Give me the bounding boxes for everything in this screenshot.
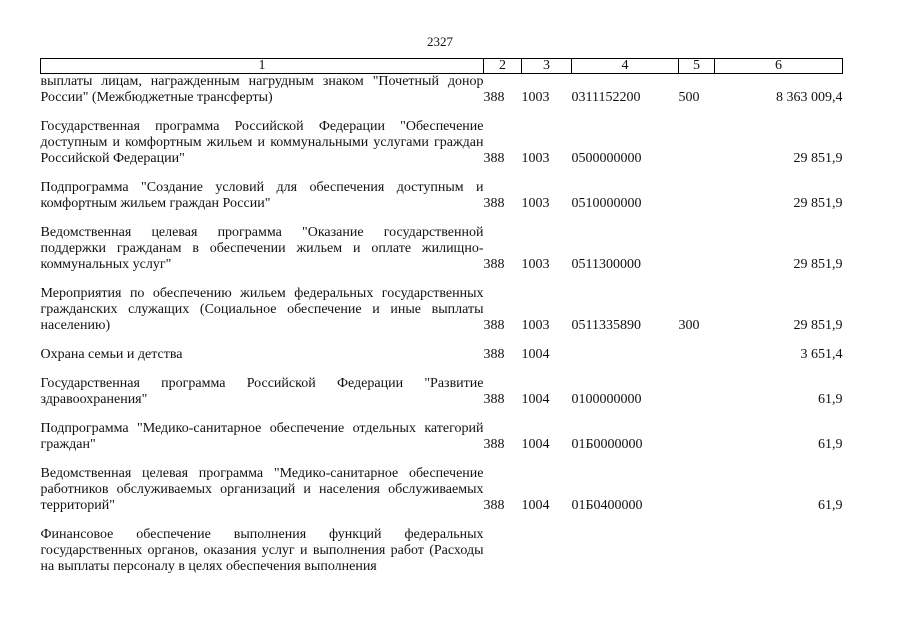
row-section: 1003 — [521, 318, 550, 333]
row-section: 1004 — [521, 392, 550, 407]
row-amount: 3 651,4 — [800, 347, 843, 362]
column-header: 5 — [679, 59, 715, 74]
row-description: Подпрограмма "Медико-санитарное обеспечение отдельных категорий граждан" — [40, 421, 484, 452]
row-code: 388 — [483, 90, 505, 105]
row-target-article: 0510000000 — [571, 196, 642, 211]
row-target-article: 0311152200 — [571, 90, 641, 105]
row-code: 388 — [483, 347, 505, 362]
row-description: Мероприятия по обеспечению жильем федеральных государственных гражданских служащих (Социальное обеспечение и иные выплаты населению) — [40, 286, 484, 333]
row-section — [522, 527, 572, 575]
row-description: Подпрограмма "Создание условий для обеспечения доступным и комфортным жильем граждан России" — [40, 180, 484, 211]
table-row — [41, 180, 843, 212]
row-target-article: 0511300000 — [571, 257, 641, 272]
row-amount: 61,9 — [818, 498, 843, 513]
row-description: Государственная программа Российской Федерации "Развитие здравоохранения" — [40, 376, 484, 407]
table-row — [41, 286, 843, 334]
row-code — [484, 527, 522, 575]
row-expense-type — [679, 466, 715, 514]
row-target-article — [572, 527, 679, 575]
row-amount: 29 851,9 — [793, 151, 843, 166]
row-expense-type — [679, 421, 715, 453]
row-expense-type — [679, 527, 715, 575]
table-row — [41, 376, 843, 408]
row-expense-type — [679, 225, 715, 273]
row-amount — [715, 527, 843, 575]
column-header: 1 — [41, 59, 484, 74]
row-expense-type — [679, 119, 715, 167]
row-description: Охрана семьи и детства — [40, 347, 183, 362]
row-section: 1004 — [521, 347, 550, 362]
table-row — [41, 527, 843, 575]
budget-table — [40, 58, 843, 575]
row-amount: 61,9 — [818, 392, 843, 407]
column-header: 6 — [715, 59, 843, 74]
table-row — [41, 347, 843, 363]
row-expense-type — [679, 347, 715, 363]
row-description: Ведомственная целевая программа "Оказание государственной поддержки гражданам в обеспечении жильем и оплате жилищно-коммунальных услуг" — [40, 225, 484, 272]
column-number-header — [41, 59, 843, 74]
row-amount: 29 851,9 — [793, 318, 843, 333]
row-section: 1003 — [521, 257, 550, 272]
row-amount: 29 851,9 — [793, 257, 843, 272]
table-row — [41, 225, 843, 273]
row-description: Финансовое обеспечение выполнения функций федеральных государственных органов, оказания услуг и выполнения работ (Расходы на выплаты персоналу в целях обеспечения выполнения — [40, 527, 484, 574]
row-code: 388 — [483, 498, 505, 513]
row-amount: 29 851,9 — [793, 196, 843, 211]
column-header: 4 — [572, 59, 679, 74]
table-row — [41, 421, 843, 453]
row-code: 388 — [483, 318, 505, 333]
row-target-article: 0100000000 — [571, 392, 642, 407]
row-code: 388 — [483, 257, 505, 272]
row-section: 1003 — [521, 90, 550, 105]
row-code: 388 — [483, 151, 505, 166]
row-section: 1003 — [521, 151, 550, 166]
table-row — [41, 119, 843, 167]
row-description: Ведомственная целевая программа "Медико-санитарное обеспечение работников обслуживаемых организаций и населения обслуживаемых территорий" — [40, 466, 484, 513]
row-amount: 8 363 009,4 — [776, 90, 843, 105]
table-row — [41, 74, 843, 107]
row-code: 388 — [483, 437, 505, 452]
row-code: 388 — [483, 196, 505, 211]
row-amount: 61,9 — [818, 437, 843, 452]
row-expense-type — [679, 180, 715, 212]
row-expense-type: 300 — [678, 318, 700, 333]
row-target-article: 01Б0400000 — [571, 498, 643, 513]
row-expense-type: 500 — [678, 90, 700, 105]
row-section: 1004 — [521, 437, 550, 452]
row-description: Государственная программа Российской Федерации "Обеспечение доступным и комфортным жильем и коммунальными услугами граждан Российской Федерации" — [40, 119, 484, 166]
row-target-article: 0511335890 — [571, 318, 641, 333]
row-section: 1004 — [521, 498, 550, 513]
row-code: 388 — [483, 392, 505, 407]
table-row — [41, 466, 843, 514]
row-target-article: 01Б0000000 — [571, 437, 643, 452]
row-expense-type — [679, 376, 715, 408]
row-target-article — [572, 347, 679, 363]
row-section: 1003 — [521, 196, 550, 211]
column-header: 3 — [522, 59, 572, 74]
row-description: выплаты лицам, награжденным нагрудным знаком "Почетный донор России" (Межбюджетные трансферты) — [40, 74, 484, 105]
page-number: 2327 — [427, 34, 453, 49]
column-header: 2 — [484, 59, 522, 74]
row-target-article: 0500000000 — [571, 151, 642, 166]
